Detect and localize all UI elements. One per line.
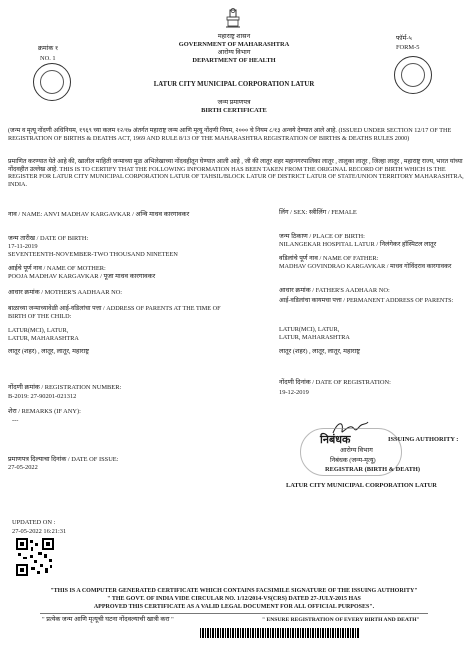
reg-no-marathi: क्रमांक १ xyxy=(38,45,59,52)
addr-birth-value: LATUR(MCI), LATUR, LATUR, MAHARASHTRA xyxy=(8,327,79,342)
certificate-title: BIRTH CERTIFICATE xyxy=(201,107,267,114)
corporation-title: LATUR CITY MUNICIPAL CORPORATION LATUR xyxy=(153,81,315,88)
issue-date-label: प्रमाणपत्र दिल्याचा दिनांक / DATE OF ISSUE: xyxy=(8,456,119,463)
bottom-slogan-english: " ENSURE REGISTRATION OF EVERY BIRTH AND DEATH" xyxy=(262,617,420,623)
addr-birth-marathi: लातूर (शहर) , लातूर, लातूर, महाराष्ट्र xyxy=(8,348,89,355)
footer-line-2: " THE GOVT. OF INDIA VIDE CIRCULAR NO. 1/12/2014-VS(CRS) DATED 27-JULY-2015 HAS xyxy=(107,596,361,602)
father-value: MADHAV GOVINDRAO KARGAVKAR / माधव गोविंदराव कारगावकर xyxy=(279,263,452,270)
certify-paragraph: प्रमाणित करण्यात येते आहे की, खालील माहिती जन्माच्या मूळ अभिलेखाच्या नोंदवहीतून घेण्यात आली आहे , जी की लातूर शहर महानगरपालिका लातूर , तालुका लातूर , जिल्हा लातूर , महाराष्ट्र राज्य, भारत यांच्या नोंदवहीत उल्लेख आहे. THIS IS TO CERTIFY THAT THE FOLLOWING INFORMATION HAS BEEN TAKEN FROM THE ORIGINAL RECORD OF BIRTH WHICH IS THE REGISTER FOR LATUR CITY MUNICIPAL CORPORATION LATUR OF TAHSIL/BLOCK LATUR OF DISTRICT LATUR OF STATE/UNION TERRITORY MAHARASHTRA, INDIA. xyxy=(8,158,464,188)
father-label: वडिलांचे पूर्ण नाव / NAME OF FATHER: xyxy=(279,255,379,262)
updated-label: UPDATED ON : xyxy=(12,519,56,526)
dob-words: SEVENTEENTH-NOVEMBER-TWO THOUSAND NINETEEN xyxy=(8,251,178,258)
form-label: FORM-5 xyxy=(396,44,420,51)
reg-number-value: B-2019: 27-90201-021312 xyxy=(8,393,77,400)
reg-number-label: नोंदणी क्रमांक / REGISTRATION NUMBER: xyxy=(8,384,122,391)
reg-no: NO. 1 xyxy=(40,55,56,62)
registrar-title: REGISTRAR (BIRTH & DEATH) xyxy=(325,466,420,473)
gov-marathi: महाराष्ट्र शासन xyxy=(217,33,251,40)
qr-code xyxy=(16,538,54,576)
dept-title: DEPARTMENT OF HEALTH xyxy=(192,57,276,64)
name-field: नाव / NAME: ANVI MADHAV KARGAVKAR / अन्वि माधव कारगावकर xyxy=(8,211,190,218)
authority-corporation: LATUR CITY MUNICIPAL CORPORATION LATUR xyxy=(286,482,437,489)
bottom-slogan-marathi: " प्रत्येक जन्म आणि मृत्यूची घटना नोंदवल्याची खात्री करा " xyxy=(42,616,174,623)
footer-line-3: APPROVED THIS CERTIFICATE AS A VALID LEGAL DOCUMENT FOR ALL OFFICIAL PURPOSES". xyxy=(93,604,375,610)
certificate-title-marathi: जन्म प्रमाणपत्र xyxy=(217,99,251,106)
remarks-value: --- xyxy=(12,417,19,424)
mother-label: आईचे पूर्ण नाव / NAME OF MOTHER: xyxy=(8,265,106,272)
barcode xyxy=(200,628,360,638)
remarks-label: शेरा / REMARKS (IF ANY): xyxy=(8,408,81,415)
mother-value: POOJA MADHAV KARGAVKAR / पूजा माधव कारगावकर xyxy=(8,273,156,280)
footer-divider xyxy=(40,613,428,614)
reg-date-label: नोंदणी दिनांक / DATE OF REGISTRATION: xyxy=(279,379,391,386)
issue-date-value: 27-05-2022 xyxy=(8,464,38,471)
pob-label: जन्म ठिकाण / PLACE OF BIRTH: xyxy=(279,233,365,240)
dob-label: जन्म तारीख / DATE OF BIRTH: xyxy=(8,235,89,242)
national-emblem xyxy=(224,8,242,30)
addr-birth-label: बाळाच्या जन्माच्यावेळी आई-वडिलांचा पत्ता / ADDRESS OF PARENTS AT THE TIME OF BIRTH OF THE CHILD: xyxy=(8,305,221,320)
addr-perm-value: LATUR(MCI), LATUR, LATUR, MAHARASHTRA xyxy=(279,326,350,341)
footer-line-1: "THIS IS A COMPUTER GENERATED CERTIFICATE WHICH CONTAINS FACSIMILE SIGNATURE OF THE ISSUING AUTHORITY" xyxy=(50,588,418,594)
dept-marathi: आरोग्य विभाग xyxy=(217,49,251,56)
addr-perm-label: आई-वडिलांचा कायमचा पत्ता / PERMANENT ADDRESS OF PARENTS: xyxy=(279,297,454,304)
form-marathi: फॉर्म-५ xyxy=(396,35,412,42)
pob-value: NILANGEKAR HOSPITAL LATUR / निलंगेकर हॉस्पिटल लातूर xyxy=(279,241,437,248)
updated-value: 27-05-2022 16:21:31 xyxy=(12,528,67,535)
authority-title-marathi: निबंधक xyxy=(320,434,351,446)
addr-perm-marathi: लातूर (शहर) , लातूर, लातूर, महाराष्ट्र xyxy=(279,348,360,355)
reg-date-value: 19-12-2019 xyxy=(279,389,309,396)
mother-aadhaar: आधार क्रमांक / MOTHER'S AADHAAR NO: xyxy=(8,289,123,296)
dob-value: 17-11-2019 xyxy=(8,243,38,250)
issued-under-paragraph: (जन्म व मृत्यू नोंदणी अधिनियम, १९६९ च्या कलम १२/१७ अंतर्गत महाराष्ट्र जन्म आणि मृत्यू नोंदणी नियम, २००० चे नियम ८/१३ अन्वये देण्यात आले आहे. (ISSUED UNDER SECTION 12/17 OF THE REGISTRATION OF BIRTHS & DEATHS ACT, 1969 AND RULE 8/13 OF THE MAHARASHTRA REGISTRATION OF BIRTHS & DEATHS RULES 2000) xyxy=(8,127,452,142)
gov-title: GOVERNMENT OF MAHARASHTRA xyxy=(178,41,290,48)
father-aadhaar: आधार क्रमांक / FATHER'S AADHAAR NO: xyxy=(279,287,390,294)
issuing-authority-label: ISSUING AUTHORITY : xyxy=(388,436,459,443)
registrar-marathi: निबंधक (जन्म-मृत्यू) xyxy=(330,457,376,464)
sex-field: लिंग / SEX: स्त्रीलिंग / FEMALE xyxy=(279,209,357,216)
stamp-dept-marathi: आरोग्य विभाग xyxy=(340,447,373,454)
